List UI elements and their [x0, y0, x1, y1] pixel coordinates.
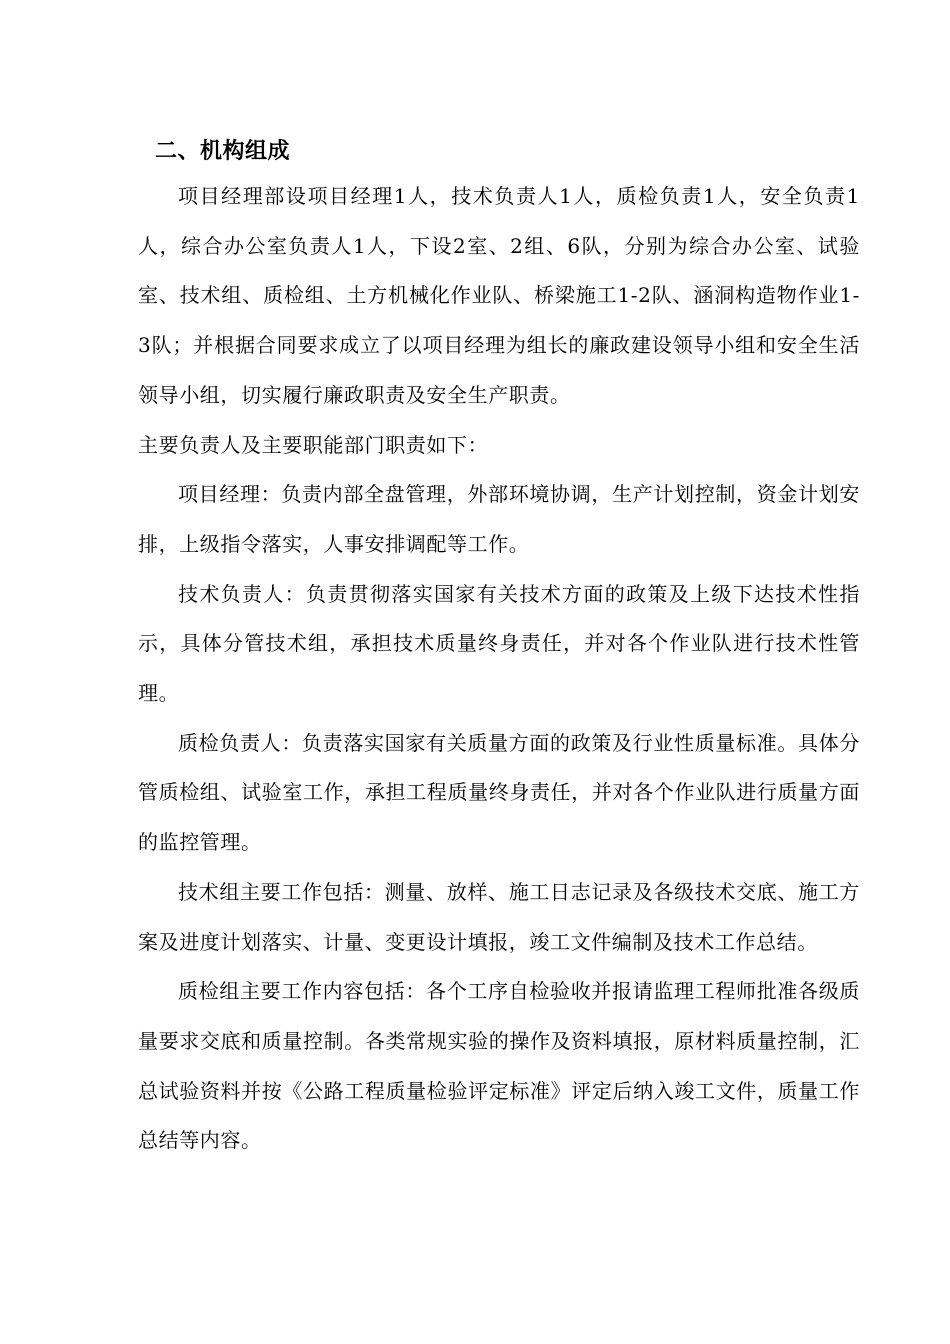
paragraph-organization-overview: 项目经理部设项目经理1人，技术负责人1人，质检负责1人，安全负责1人，综合办公室负责人1人，下设2室、2组、6队，分别为综合办公室、试验室、技术组、质检组、土方机械化作业队、桥梁施工1-2队、涵洞构造物作业1-3队；并根据合同要求成立了以项目经理为组长的廉政建设领导小组和安全生活领导小组，切实履行廉政职责及安全生产职责。 [138, 184, 860, 407]
paragraph-technical-lead: 技术负责人：负责贯彻落实国家有关技术方面的政策及上级下达技术性指示，具体分管技术组，承担技术质量终身责任，并对各个作业队进行技术性管理。 [138, 581, 860, 706]
paragraph-quality-lead: 质检负责人：负责落实国家有关质量方面的政策及行业性质量标准。具体分管质检组、试验室工作，承担工程质量终身责任，并对各个作业队进行质量方面的监控管理。 [138, 730, 860, 855]
paragraph-quality-team: 质检组主要工作内容包括：各个工序自检验收并报请监理工程师批准各级质量要求交底和质量控制。各类常规实验的操作及资料填报，原材料质量控制，汇总试验资料并按《公路工程质量检验评定标准》评定后纳入竣工文件，质量工作总结等内容。 [138, 979, 860, 1153]
paragraph-duties-intro: 主要负责人及主要职能部门职责如下： [138, 432, 489, 457]
section-heading: 二、机构组成 [155, 139, 291, 164]
document-page [138, 132, 860, 1166]
paragraph-project-manager: 项目经理：负责内部全盘管理，外部环境协调，生产计划控制，资金计划安排，上级指令落实，人事安排调配等工作。 [138, 482, 860, 556]
paragraph-technical-team: 技术组主要工作包括：测量、放样、施工日志记录及各级技术交底、施工方案及进度计划落实、计量、变更设计填报，竣工文件编制及技术工作总结。 [138, 879, 860, 954]
